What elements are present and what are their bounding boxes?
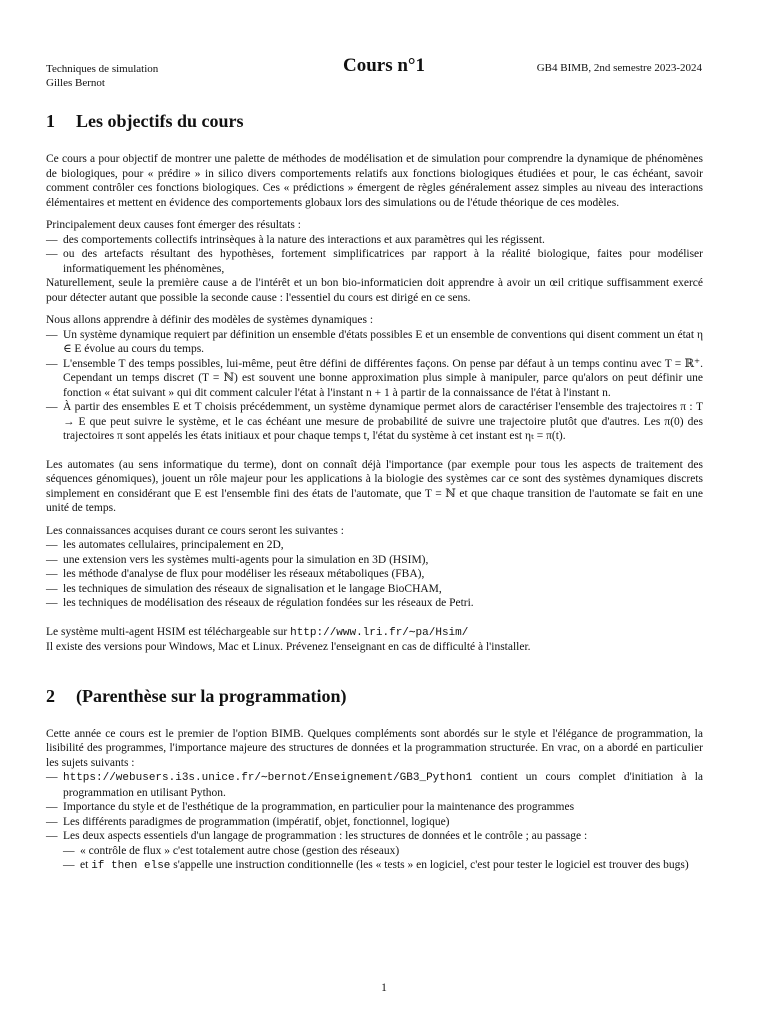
sub-item-text: et [80,859,92,871]
page-number: 1 [381,982,387,994]
download-text: Le système multi-agent HSIM est téléchargeable sur [46,625,288,638]
list-item: — les automates cellulaires, principalement en 2D, [46,538,703,553]
sub-list-item: — « contrôle de flux » c'est totalement autre chose (gestion des réseaux) [63,844,703,859]
section-number: 1 [46,111,55,131]
bullet-list [46,328,703,444]
hsim-link[interactable]: http://www.lri.fr/∼pa/Hsim/ [290,626,469,639]
code-snippet: if then else [91,860,171,872]
paragraph: Principalement deux causes font émerger des résultats : [46,219,301,231]
section-title: (Parenthèse sur la programmation) [76,685,347,706]
list-item: — L'ensemble T des temps possibles, lui-même, peut être défini de différentes façons. On pense par défaut à un temps continu avec T = ℝ⁺. Cependant un temps discret (T = ℕ) est souvent une bonne approximation plus simple à manipuler, parce qu'alors on peut définir une fonction « état suivant » qui dit comment calculer l'état à l'instant n + 1 à partir de la connaissance de l'état à l'instant n. [46,357,703,401]
bullet-list [46,770,703,874]
sub-list [63,844,703,874]
paragraph: Il existe des versions pour Windows, Mac et Linux. Prévenez l'enseignant en cas de difficulté à l'installer. [46,641,531,653]
paragraph: Les automates (au sens informatique du terme), dont on connaît déjà l'importance (par exemple pour tous les aspects de traitement des séquences génomiques), jouent un rôle majeur pour les applications à la biologie des systèmes car ce sont des systèmes dynamiques discrets simplement en considérant que E est l'ensemble fini des états de l'automate, que T = ℕ et que chaque transition de l'automate se fait en une unité de temps. [46,458,703,514]
list-item-text: contient un cours complet d'initiation à la programmation en utilisant Python. [63,771,703,799]
list-item: — Importance du style et de l'esthétique de la programmation, en particulier pour la maintenance des programmes [46,800,703,815]
bullet-list [46,233,703,277]
section-number: 2 [46,685,55,706]
list-item: — ou des artefacts résultant des hypothèses, fortement simplificatrices par rapport à la réalité biologique, faites pour modéliser informatiquement les phénomènes, [46,247,703,276]
header-right: GB4 BIMB, 2nd semestre 2023-2024 [536,62,702,74]
paragraph: Nous allons apprendre à définir des modèles de systèmes dynamiques : [46,314,374,326]
list-item [46,770,703,800]
list-item: — Un système dynamique requiert par définition un ensemble d'états possibles E et un ensemble de conventions qui disent comment un état η ∈ E évolue au cours du temps. [46,328,703,357]
section-2-heading [46,685,703,707]
paragraph [46,625,703,641]
list-item: — des comportements collectifs intrinsèques à la nature des interactions et aux paramètres qui les régissent. [46,233,703,248]
sub-list-item [63,858,703,874]
document-body [46,110,703,874]
list-item: — Les différents paradigmes de programmation (impératif, objet, fonctionnel, logique) [46,815,703,830]
list-item: — les méthode d'analyse de flux pour modéliser les réseaux métaboliques (FBA), [46,567,703,582]
list-item [46,829,703,874]
sub-item-text: s'appelle une instruction conditionnelle (les « tests » en logiciel, c'est pour tester le logiciel est trouver des bugs) [170,859,689,871]
paragraph: Naturellement, seule la première cause a de l'intérêt et un bon bio-informaticien doit apprendre à avoir un œil critique suffisamment exercé pour détecter autant que possible la seconde cause : l'essentiel du cours est dirigé en ce sens. [46,277,703,304]
list-item: — les techniques de simulation des réseaux de signalisation et le langage BioCHAM, [46,582,703,597]
list-item: — les techniques de modélisation des réseaux de régulation fondées sur les réseaux de Petri. [46,596,703,611]
list-item: — À partir des ensembles E et T choisis précédemment, un système dynamique permet alors de caractériser l'ensemble des trajectoires π : T → E que peut suivre le système, et le cas échéant une mesure de probabilité de suivre une trajectoire plutôt que d'autres. Les π(0) des trajectoires π sont appelés les états initiaux et pour chaque temps t, l'état du système à cet instant est ηₜ = π(t). [46,400,703,444]
author-name: Gilles Bernot [46,77,105,89]
paragraph: Ce cours a pour objectif de montrer une palette de méthodes de modélisation et de simulation pour comprendre la dynamique de phénomènes de biologiques, pour « prédire » in silico divers comportements relatifs aux fonctions biologiques étudiées et pour, le cas échéant, savoir comment contrôler ces fonctions biologiques. Ces « prédictions » émergent de règles généralement assez simples au niveau des interactions élémentaires et mettent en évidence des comportements globaux lors des simulations ou de l'étude théorique de ces modèles. [46,153,703,209]
section-title: Les objectifs du cours [76,111,244,131]
list-item-text: Les deux aspects essentiels d'un langage de programmation : les structures de données et le contrôle ; au passage : [63,830,588,842]
list-item: — une extension vers les systèmes multi-agents pour la simulation en 3D (HSIM), [46,553,703,568]
paragraph: Cette année ce cours est le premier de l'option BIMB. Quelques compléments sont abordés sur le style et l'élégance de programmation, la lisibilité des programmes, l'importance majeure des structures de données et la programmation structurée. En vrac, on a abordé en particulier les sujets suivants : [46,727,703,769]
page-title: Cours n°1 [342,55,426,76]
python-course-link[interactable]: https://webusers.i3s.unice.fr/∼bernot/Enseignement/GB3_Python1 [63,772,473,784]
paragraph: Les connaissances acquises durant ce cours seront les suivantes : [46,524,344,537]
section-1-heading [46,110,703,132]
bullet-list [46,538,703,611]
course-name: Techniques de simulation [46,63,159,75]
